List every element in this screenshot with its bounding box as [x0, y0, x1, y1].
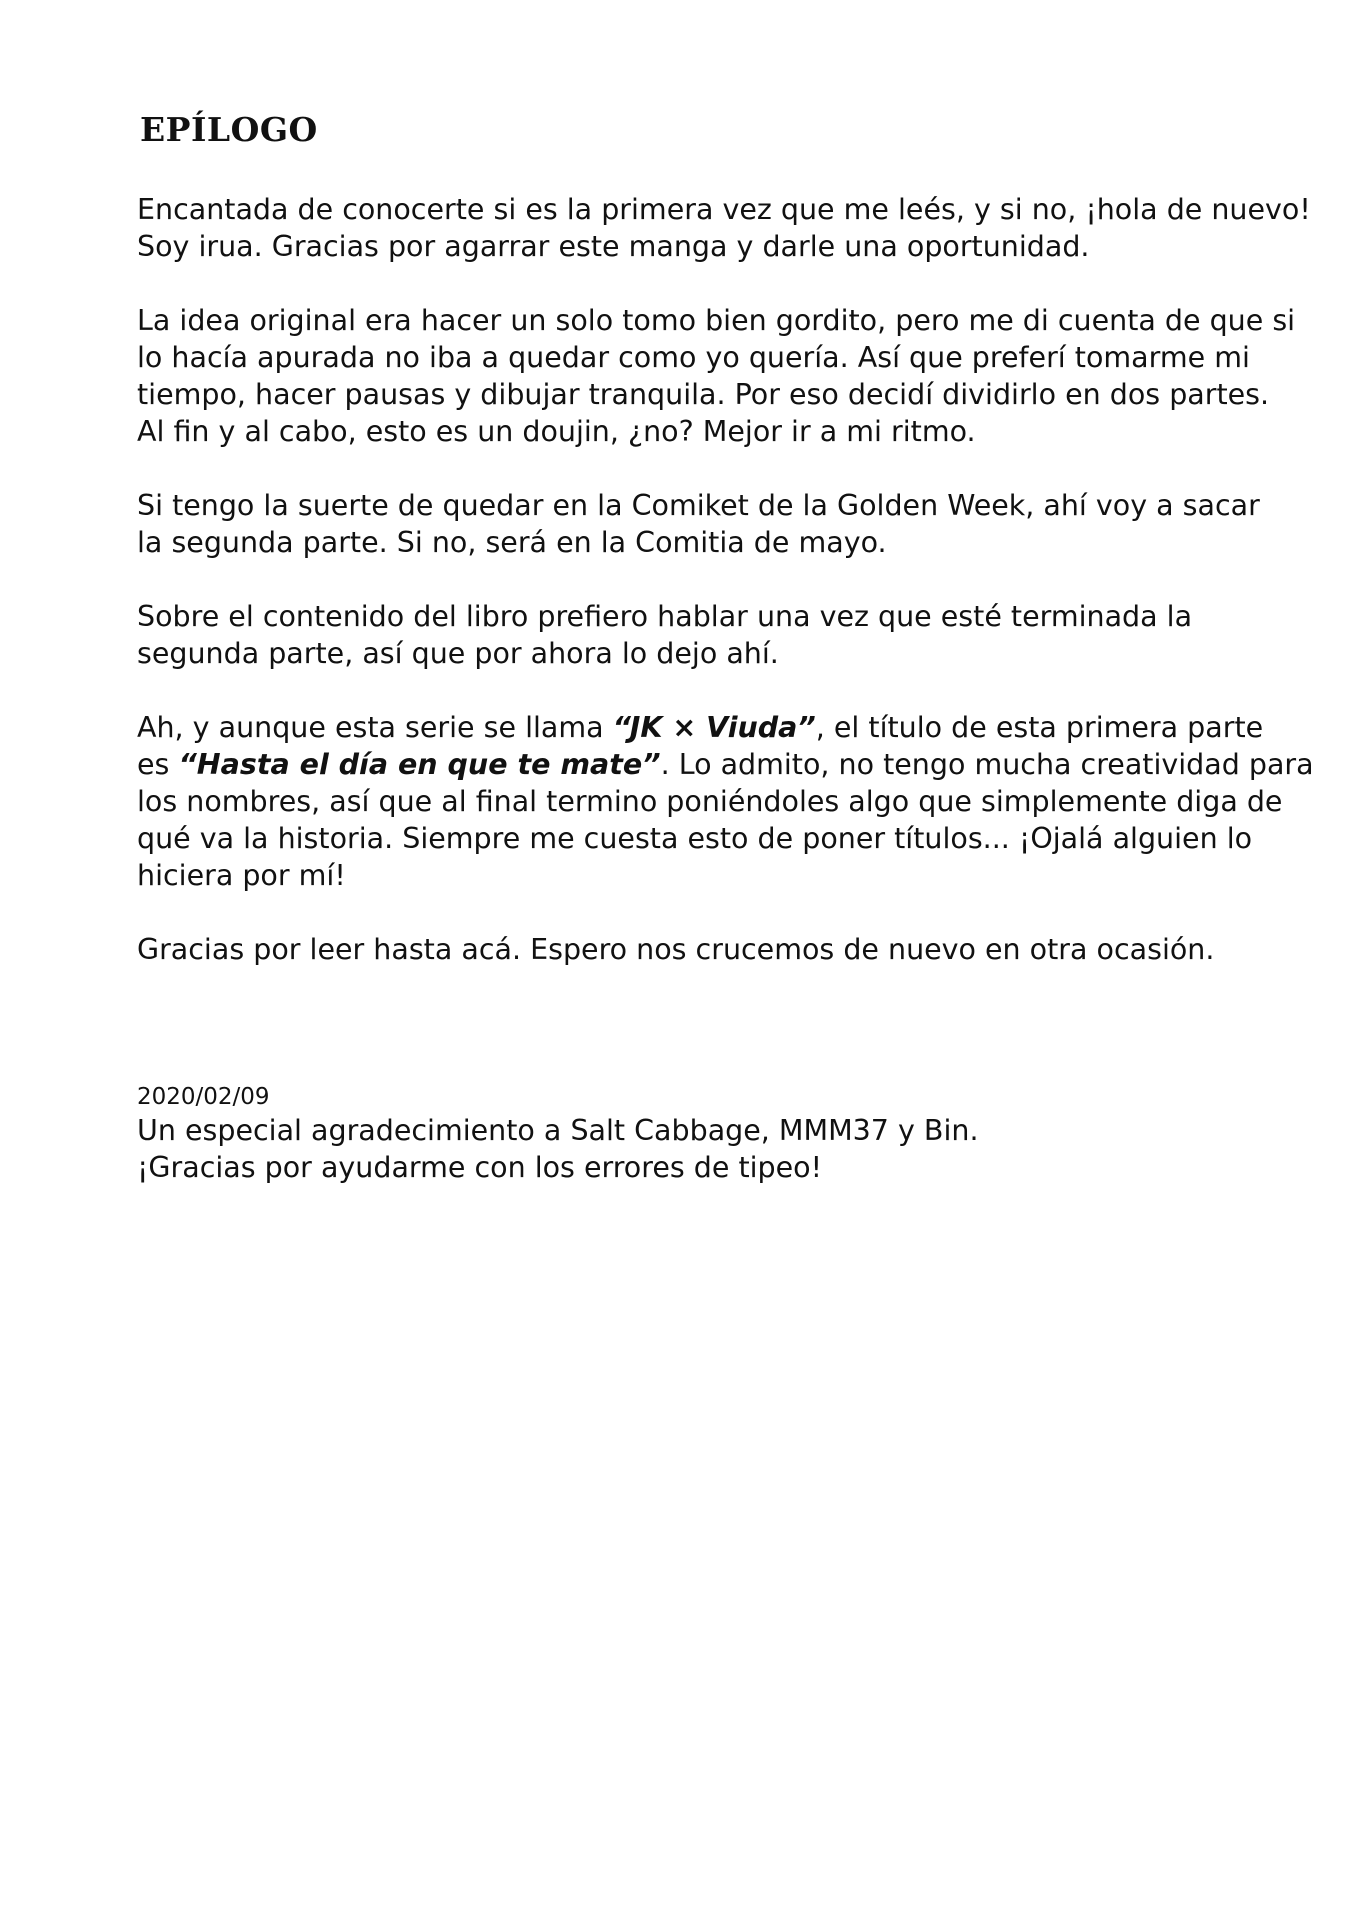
acknowledgement-line: Un especial agradecimiento a Salt Cabbage, MMM37 y Bin. [137, 1114, 979, 1147]
text-line-series [137, 709, 1307, 746]
paragraph-farewell [137, 931, 1307, 968]
text-line: la segunda parte. Si no, será en la Comitia de mayo. [137, 526, 887, 559]
paragraph-greeting [137, 191, 1311, 265]
text-line: hiciera por mí! [137, 859, 346, 892]
paragraph-original-idea [137, 302, 1307, 450]
text-fragment: Ah, y aunque esta serie se llama [137, 711, 613, 744]
series-title: “JK × Viuda” [612, 711, 816, 744]
text-fragment: , el título de esta primera parte [815, 711, 1264, 744]
text-line: Gracias por leer hasta acá. Espero nos crucemos de nuevo en otra ocasión. [137, 933, 1215, 966]
text-fragment: . Lo admito, no tengo mucha creatividad para [660, 748, 1314, 781]
epilogue-body [137, 191, 1314, 1005]
text-line: lo hacía apurada no iba a quedar como yo quería. Así que preferí tomarme mi [137, 341, 1250, 374]
text-line: qué va la historia. Siempre me cuesta esto de poner títulos... ¡Ojalá alguien lo [137, 822, 1253, 855]
text-line: Al fin y al cabo, esto es un doujin, ¿no? Mejor ir a mi ritmo. [137, 415, 976, 448]
text-line: La idea original era hacer un solo tomo bien gordito, pero me di cuenta de que si [137, 304, 1296, 337]
text-line: Soy irua. Gracias por agarrar este manga y darle una oportunidad. [137, 230, 1090, 263]
footer-date: 2020/02/09 [137, 1084, 270, 1110]
part-title: “Hasta el día en que te mate” [178, 748, 661, 781]
text-line: Encantada de conocerte si es la primera vez que me leés, y si no, ¡hola de nuevo! [137, 193, 1311, 226]
paragraph-release-plans [137, 487, 1307, 561]
text-line-part [137, 746, 1314, 783]
text-line: los nombres, así que al final termino poniéndoles algo que simplemente diga de [137, 785, 1283, 818]
text-line: Sobre el contenido del libro prefiero hablar una vez que esté terminada la [137, 600, 1193, 633]
page-title: EPÍLOGO [140, 110, 318, 149]
text-line: segunda parte, así que por ahora lo dejo ahí. [137, 637, 779, 670]
text-line: tiempo, hacer pausas y dibujar tranquila. Por eso decidí dividirlo en dos partes. [137, 378, 1270, 411]
text-fragment: es [137, 748, 179, 781]
paragraph-titles [137, 709, 1314, 894]
footer-notes [137, 1082, 979, 1186]
text-line: Si tengo la suerte de quedar en la Comiket de la Golden Week, ahí voy a sacar [137, 489, 1260, 522]
acknowledgement-line: ¡Gracias por ayudarme con los errores de tipeo! [137, 1151, 823, 1184]
paragraph-content [137, 598, 1307, 672]
